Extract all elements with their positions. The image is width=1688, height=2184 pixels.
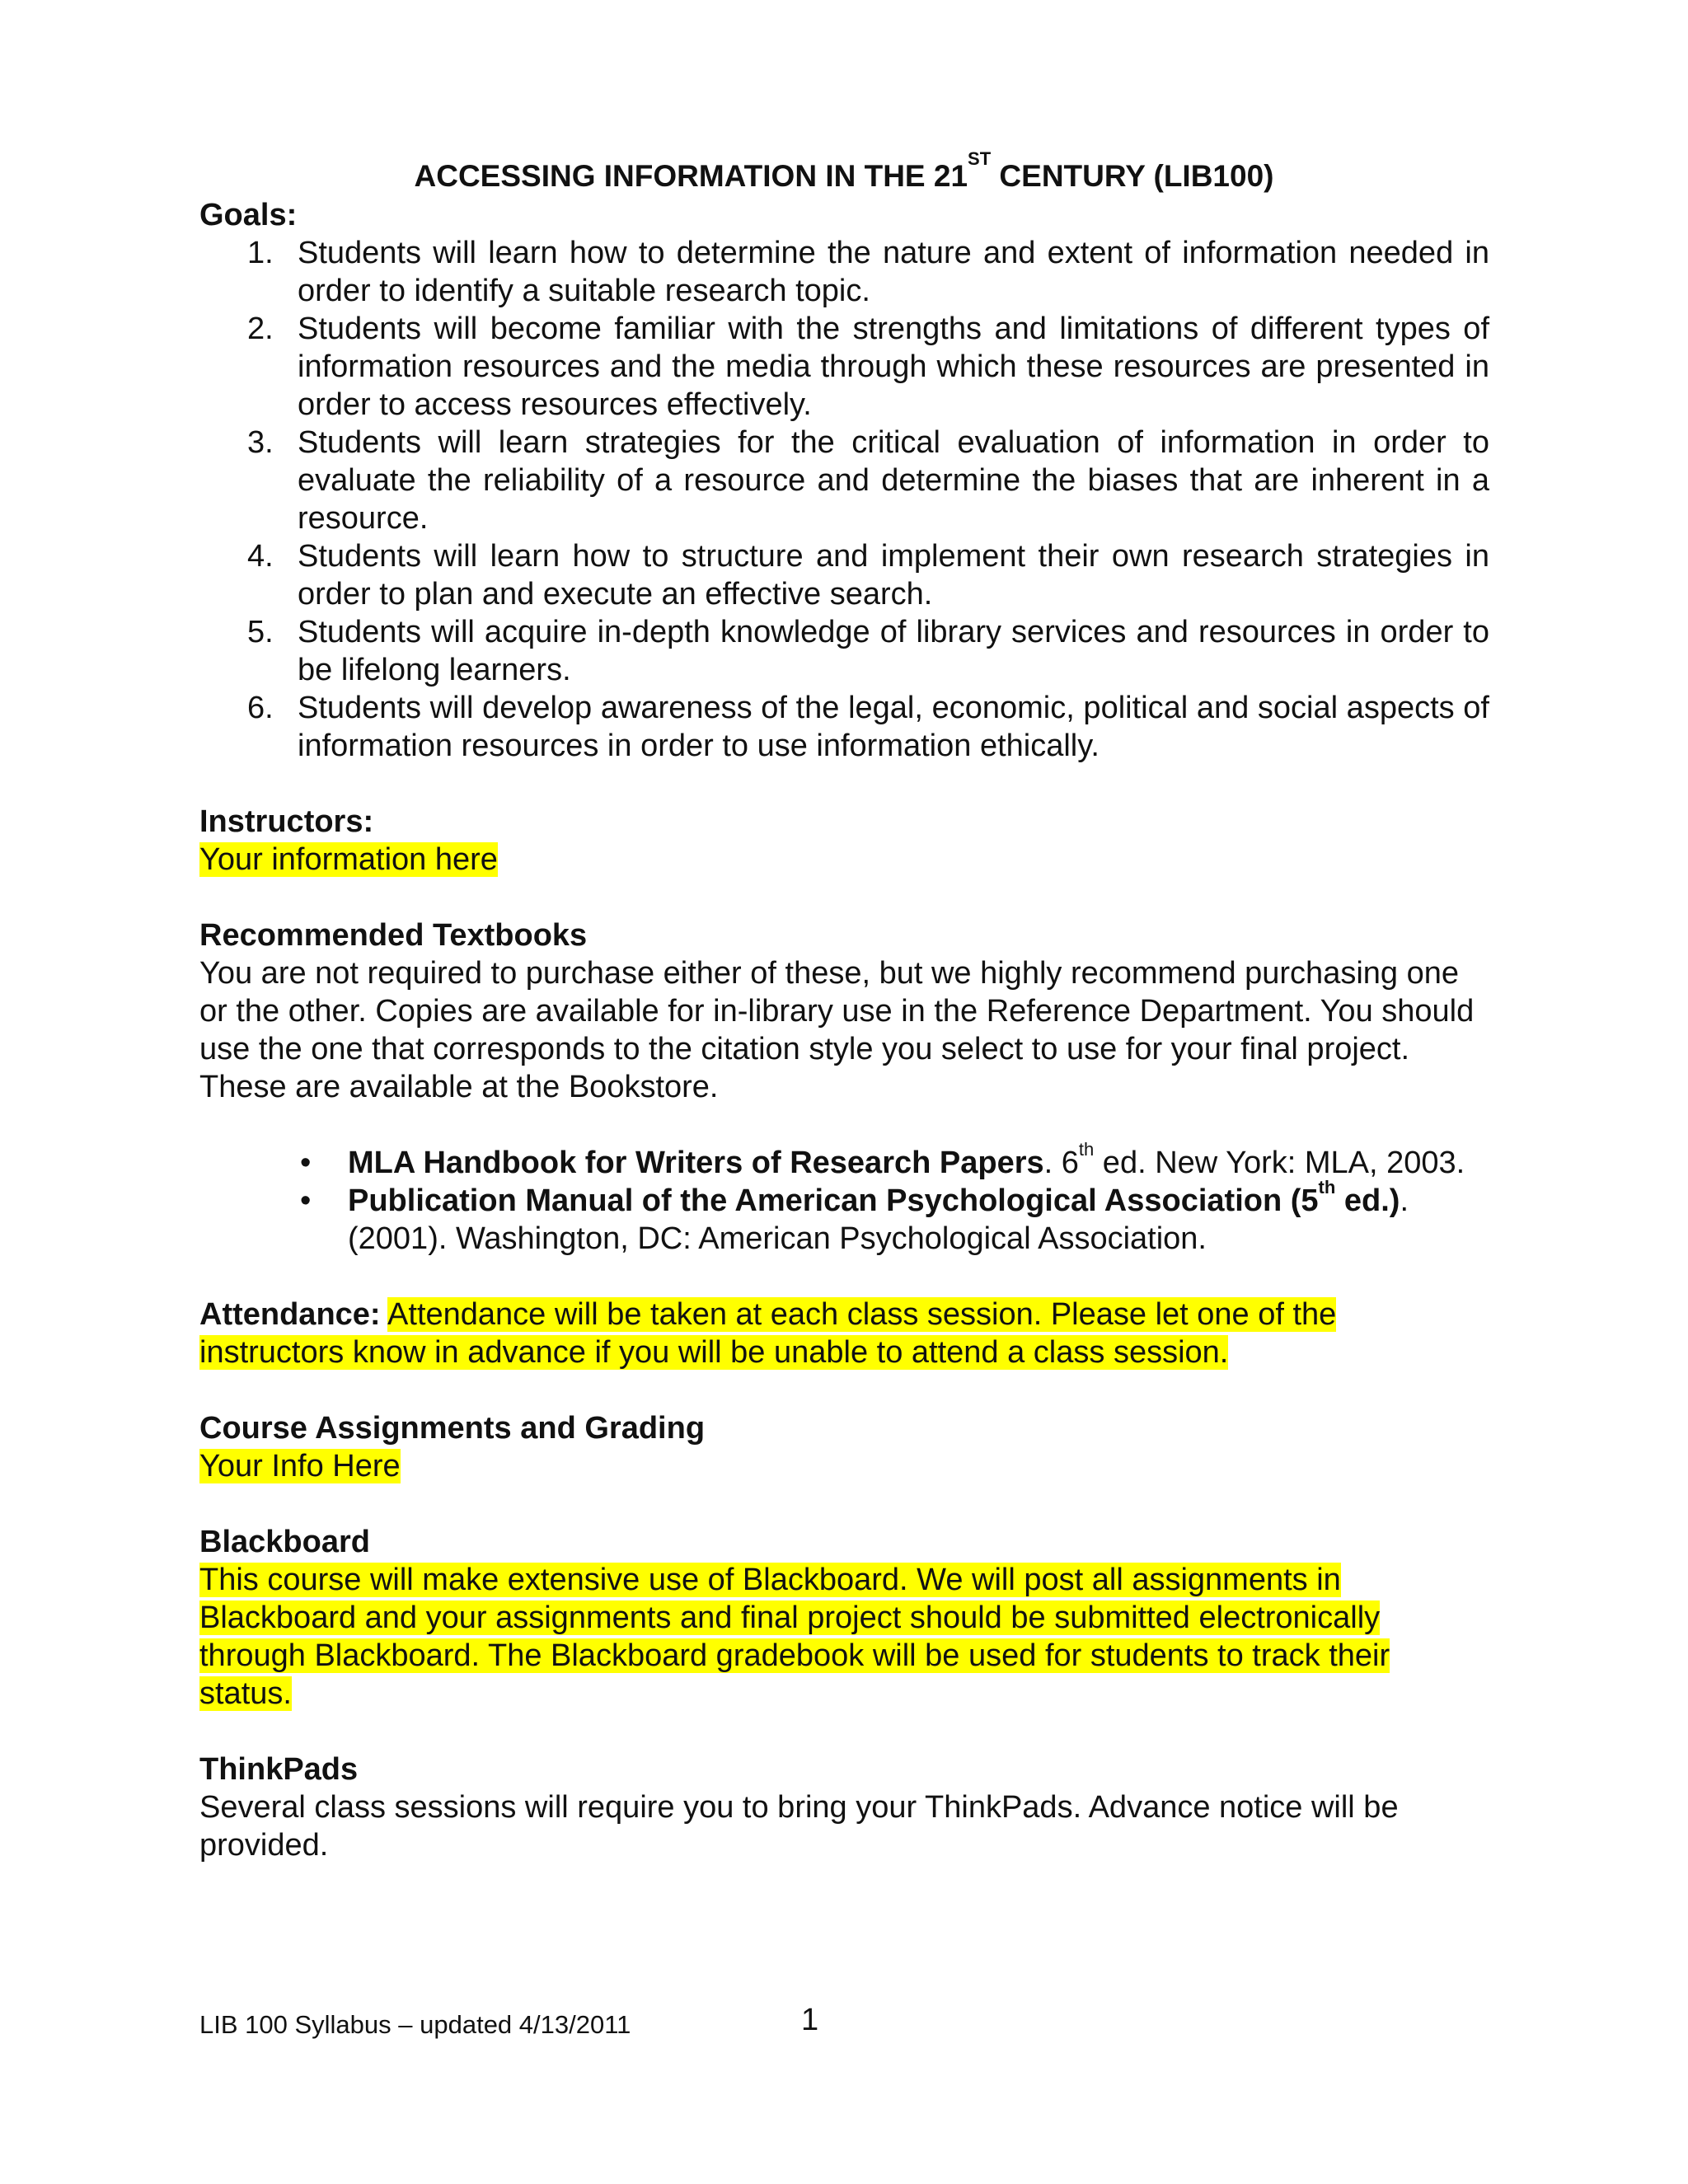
assignments-heading: Course Assignments and Grading	[199, 1411, 706, 1446]
goal-text: Students will become familiar with the strengths and limitations of different types of information resources and the media through which these resources are presented in order to access resources effectively.	[298, 312, 1489, 422]
goal-item	[199, 424, 1489, 537]
textbook-item-apa	[199, 1177, 1489, 1258]
title-superscript: ST	[968, 148, 992, 169]
goal-item	[199, 234, 1489, 310]
goals-heading: Goals:	[199, 198, 298, 232]
goal-number: 3.	[247, 425, 274, 460]
instructors-heading: Instructors:	[199, 804, 374, 839]
book-citation: . 6	[1043, 1146, 1079, 1180]
footer-label: LIB 100 Syllabus – updated 4/13/2011	[199, 2010, 631, 2039]
book-title	[348, 1177, 1400, 1218]
textbooks-heading: Recommended Textbooks	[199, 918, 588, 953]
textbooks-description: You are not required to purchase either of these, but we highly recommend purchasing one or the other. Copies are available for in-library use in the Reference Department. You should use the one that corresponds to the citation style you select to use for your final project. These are available at the Bookstore.	[199, 956, 1475, 1104]
goal-number: 5.	[247, 615, 274, 649]
page-number: 1	[801, 2003, 819, 2037]
goal-number: 1.	[247, 236, 274, 270]
book-title: MLA Handbook for Writers of Research Papers	[348, 1146, 1044, 1180]
goal-number: 6.	[247, 691, 274, 725]
bullet-icon: •	[300, 1146, 312, 1180]
goals-list	[199, 234, 1489, 765]
goal-text: Students will learn how to structure and implement their own research strategies in order to plan and execute an effective search.	[298, 539, 1489, 612]
goal-text: Students will learn strategies for the critical evaluation of information in order to evaluate the reliability of a resource and determine the biases that are inherent in a resource.	[298, 425, 1489, 536]
textbook-list	[199, 1139, 1489, 1258]
goal-number: 2.	[247, 312, 274, 346]
bullet-icon: •	[300, 1183, 312, 1218]
book-citation-rest: . (2001). Washington, DC: American Psychological Association.	[348, 1183, 1409, 1256]
textbook-item-mla	[199, 1139, 1489, 1182]
goal-text: Students will develop awareness of the legal, economic, political and social aspects of information resources in order to use information ethically.	[298, 691, 1489, 763]
title-text-end: CENTURY (LIB100)	[991, 159, 1274, 193]
attendance-heading: Attendance:	[199, 1297, 381, 1332]
attendance-section	[199, 1296, 1489, 1371]
book-title-end: ed.)	[1335, 1183, 1400, 1218]
assignments-placeholder: Your Info Here	[199, 1449, 401, 1483]
goal-item	[199, 613, 1489, 689]
goal-number: 4.	[247, 539, 274, 574]
page-footer	[199, 2003, 1353, 2041]
goal-item	[199, 689, 1489, 765]
book-title-text: Publication Manual of the American Psychological Association (5	[348, 1183, 1319, 1218]
instructors-info	[199, 841, 1489, 879]
book-citation-rest: ed. New York: MLA, 2003.	[1094, 1146, 1465, 1180]
page-title	[0, 148, 1688, 198]
edition-superscript: th	[1318, 1177, 1336, 1197]
thinkpads-text: Several class sessions will require you to bring your ThinkPads. Advance notice will be provided.	[199, 1790, 1399, 1863]
goal-text: Students will learn how to determine the nature and extent of information needed in order to identify a suitable research topic.	[298, 236, 1489, 308]
blackboard-text: This course will make extensive use of Blackboard. We will post all assignments in Blackboard and your assignments and final project should be submitted electronically through Blackboard. The Blackboard gradebook will be used for students to track their status.	[199, 1563, 1390, 1711]
edition-superscript: th	[1078, 1139, 1095, 1160]
assignments-info	[199, 1447, 1489, 1485]
syllabus-body	[199, 196, 1489, 1864]
instructors-placeholder: Your information here	[199, 842, 498, 877]
thinkpads-heading: ThinkPads	[199, 1752, 359, 1787]
title-text: ACCESSING INFORMATION IN THE 21	[414, 159, 968, 193]
blackboard-heading: Blackboard	[199, 1525, 370, 1559]
goal-text: Students will acquire in-depth knowledge of library services and resources in order to be lifelong learners.	[298, 615, 1489, 687]
goal-item	[199, 537, 1489, 613]
attendance-text: Attendance will be taken at each class session. Please let one of the instructors know in advance if you will be unable to attend a class session.	[199, 1297, 1337, 1370]
blackboard-info	[199, 1561, 1489, 1713]
goal-item	[199, 310, 1489, 424]
